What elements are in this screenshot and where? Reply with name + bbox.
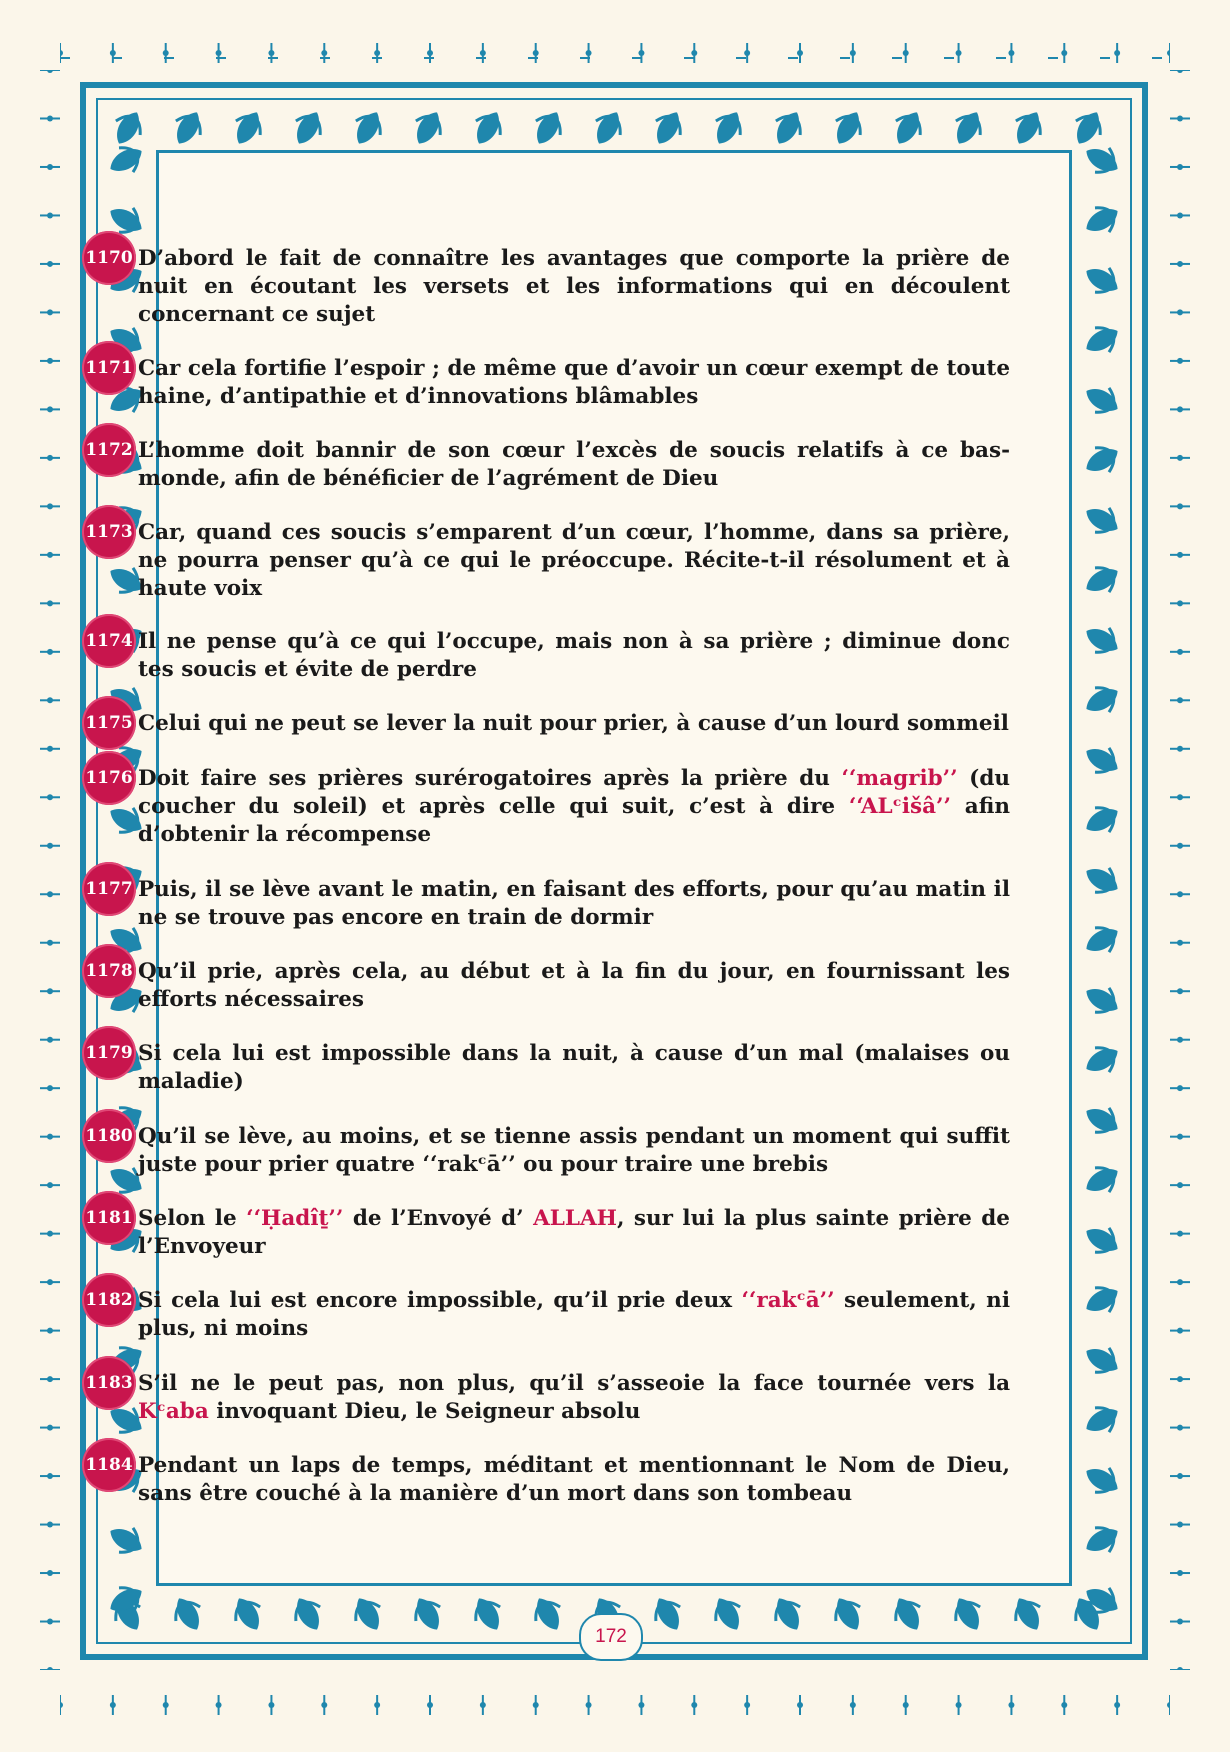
verse-number-badge: 1184 [82, 1438, 136, 1492]
verse-number-badge: 1178 [82, 944, 136, 998]
verse-1177 [80, 876, 1010, 932]
verse-text [138, 876, 1010, 932]
verse-text-segment: seulement, ni plus, ni moins [138, 1288, 1010, 1341]
verse-1183 [80, 1370, 1010, 1426]
verse-text [138, 1123, 1010, 1179]
verse-number-badge: 1174 [82, 614, 136, 668]
verse-text-segment: Car cela fortifie l’espoir ; de même que d’avoir un cœur exempt de toute haine, d’antipathie et d’innovations blâmables [138, 356, 1010, 409]
verse-1181 [80, 1205, 1010, 1261]
verse-number-badge: 1182 [82, 1273, 136, 1327]
verse-text-segment: Qu’il prie, après cela, au début et à la fin du jour, en fournissant les efforts nécessaires [138, 959, 1010, 1012]
verse-text [138, 958, 1010, 1014]
verse-text-segment: de l’Envoyé d’ [343, 1206, 534, 1231]
verse-text-segment: Car, quand ces soucis s’emparent d’un cœur, l’homme, dans sa prière, ne pourra penser qu’à ce qui le préoccupe. Récite-t-il résolument et à haute voix [138, 520, 1010, 601]
left-dash-ornament [30, 70, 70, 1670]
verse-text-segment: S’il ne le peut pas, non plus, qu’il s’asseoie la face tournée vers la [138, 1371, 1010, 1396]
verse-text [138, 710, 1010, 738]
verse-text [138, 437, 1010, 493]
verse-text-segment: Si cela lui est impossible dans la nuit, à cause d’un mal (malaises ou maladie) [138, 1041, 1010, 1094]
verse-text-segment: Qu’il se lève, au moins, et se tienne assis pendant un moment qui suffit juste pour prier quatre ‘‘rakᶜā’’ ou pour traire une brebis [138, 1124, 1010, 1177]
transliterated-term: ‘‘magrib’’ [841, 766, 958, 791]
verse-text-segment: invoquant Dieu, le Seigneur absolu [208, 1399, 641, 1424]
verse-number-badge: 1183 [82, 1356, 136, 1410]
verse-1170 [80, 245, 1010, 329]
verse-text [138, 1370, 1010, 1426]
verse-1182 [80, 1287, 1010, 1343]
bottom-dash-ornament [60, 1690, 1170, 1720]
transliterated-term: ‘‘rakᶜā’’ [741, 1288, 835, 1313]
verse-1172 [80, 437, 1010, 493]
verse-1176 [80, 765, 1010, 849]
verse-text-segment: Il ne pense qu’à ce qui l’occupe, mais non à sa prière ; diminue donc tes soucis et évite de perdre [138, 629, 1010, 682]
transliterated-term: Kᶜaba [138, 1399, 209, 1424]
verse-text [138, 1452, 1010, 1508]
verse-1175 [80, 710, 1010, 750]
verse-text-segment: D’abord le fait de connaître les avantages que comporte la prière de nuit en écoutant les versets et les informations qui en découlent concernant ce sujet [138, 246, 1010, 327]
transliterated-term: ‘‘ALᶜišâ’’ [848, 794, 952, 819]
verse-number-badge: 1170 [82, 231, 136, 285]
verse-number-badge: 1175 [82, 696, 136, 750]
verse-text [138, 1287, 1010, 1343]
verse-number-badge: 1180 [82, 1109, 136, 1163]
verse-text [138, 245, 1010, 329]
verse-text-segment: , sur lui la plus sainte prière de l’Envoyeur [138, 1206, 1010, 1259]
verse-text-segment: (du coucher du soleil) et après celle qui suit, c’est à dire [138, 766, 1010, 819]
verse-text-segment: Celui qui ne peut se lever la nuit pour prier, à cause d’un lourd sommeil [138, 711, 1009, 736]
verse-1171 [80, 355, 1010, 411]
verse-1180 [80, 1123, 1010, 1179]
verse-number-badge: 1176 [82, 751, 136, 805]
verse-number-badge: 1179 [82, 1026, 136, 1080]
verse-number-badge: 1172 [82, 423, 136, 477]
transliterated-term: ALLAH [533, 1206, 617, 1231]
verse-1178 [80, 958, 1010, 1014]
verse-number-badge: 1181 [82, 1191, 136, 1245]
verse-text-segment: Doit faire ses prières surérogatoires après la prière du [138, 766, 842, 791]
verse-text-segment: Selon le [138, 1206, 247, 1231]
verse-number-badge: 1173 [82, 505, 136, 559]
verse-number-badge: 1177 [82, 862, 136, 916]
verse-1184 [80, 1452, 1010, 1508]
verse-text-segment: Puis, il se lève avant le matin, en faisant des efforts, pour qu’au matin il ne se trouve pas encore en train de dormir [138, 877, 1010, 930]
verse-number-badge: 1171 [82, 341, 136, 395]
right-dash-ornament [1160, 70, 1200, 1670]
page-number: 172 [579, 1613, 643, 1661]
verse-text [138, 1040, 1010, 1096]
verse-text [138, 765, 1010, 849]
verse-text-segment: afin d’obtenir la récompense [138, 794, 1011, 847]
verse-text-segment: Pendant un laps de temps, méditant et mentionnant le Nom de Dieu, sans être couché à la manière d’un mort dans son tombeau [138, 1453, 1010, 1506]
verse-1174 [80, 628, 1010, 684]
verse-text-segment: L’homme doit bannir de son cœur l’excès de soucis relatifs à ce bas-monde, afin de bénéficier de l’agrément de Dieu [138, 438, 1010, 491]
verse-text [138, 1205, 1010, 1261]
transliterated-term: ‘‘Ḥadîṯ’’ [246, 1206, 344, 1231]
verse-1179 [80, 1040, 1010, 1096]
verse-text-segment: Si cela lui est encore impossible, qu’il prie deux [138, 1288, 742, 1313]
top-dash-ornament [60, 38, 1170, 68]
verse-text [138, 519, 1010, 603]
verse-1173 [80, 519, 1010, 603]
verse-text [138, 628, 1010, 684]
verse-text [138, 355, 1010, 411]
